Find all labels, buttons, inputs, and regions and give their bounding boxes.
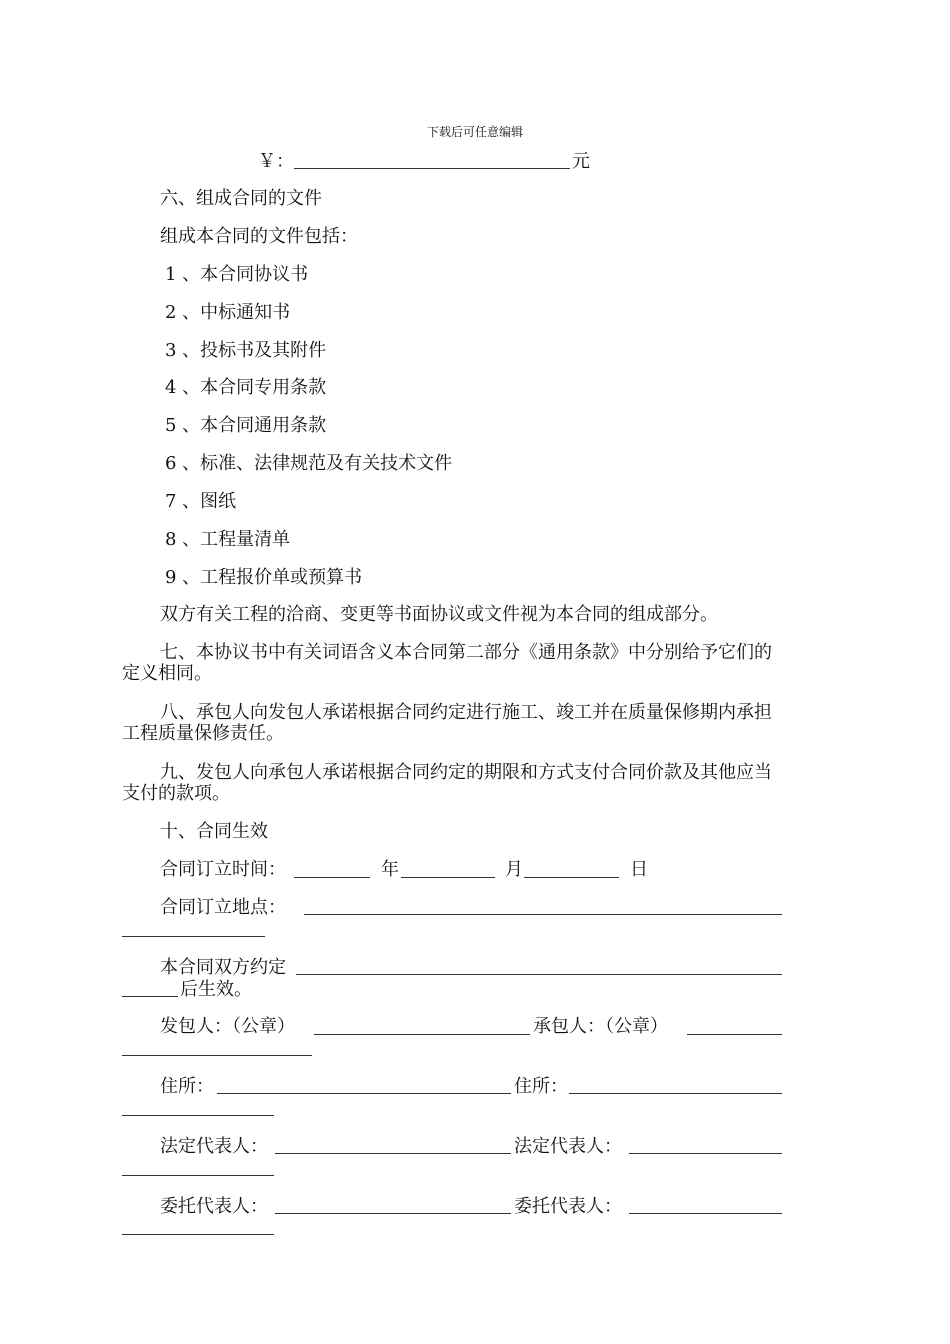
employer-legal-rep-label: 法定代表人：: [160, 1136, 268, 1157]
section9-paragraph: 九、发包人向承包人承诺根据合同约定的期限和方式支付合同价款及其他应当支付的款项。: [122, 762, 772, 804]
month-label: 月: [505, 859, 523, 880]
contractor-agent-blank-continued: [122, 1234, 274, 1235]
place-blank-continued: [122, 936, 265, 937]
list-item: 9 、工程报价单或预算书: [165, 567, 363, 588]
section7-paragraph: 七、本协议书中有关词语含义本合同第二部分《通用条款》中分别给予它们的定义相同。: [122, 642, 772, 684]
employer-agent-blank: [275, 1213, 511, 1214]
day-blank: [524, 877, 619, 878]
list-item: 6 、标准、法律规范及有关技术文件: [165, 453, 453, 474]
effect-suffix: 后生效。: [180, 979, 252, 1000]
section6-intro: 组成本合同的文件包括：: [160, 226, 358, 247]
employer-legal-rep-blank: [275, 1153, 511, 1154]
section6-title: 六、组成合同的文件: [160, 188, 322, 209]
section10-title: 十、合同生效: [160, 821, 268, 842]
contractor-address-label: 住所：: [514, 1076, 568, 1097]
list-item: 3 、投标书及其附件: [165, 340, 327, 361]
contractor-seal-blank: [687, 1034, 782, 1035]
list-item: 2 、中标通知书: [165, 302, 291, 323]
employer-agent-label: 委托代表人：: [160, 1196, 268, 1217]
contractor-legal-rep-blank: [629, 1153, 782, 1154]
section6-closing: 双方有关工程的洽商、变更等书面协议或文件视为本合同的组成部分。: [160, 604, 718, 625]
list-item: 7 、图纸: [165, 491, 237, 512]
year-blank: [294, 877, 370, 878]
list-item: 4 、本合同专用条款: [165, 377, 327, 398]
place-label: 合同订立地点：: [160, 897, 286, 918]
employer-address-blank: [217, 1093, 511, 1094]
contractor-agent-blank: [629, 1213, 782, 1214]
header-note: 下载后可任意编辑: [426, 125, 523, 139]
contractor-legal-rep-blank-continued: [122, 1175, 274, 1176]
list-item: 8 、工程量清单: [165, 529, 291, 550]
amount-unit: 元: [572, 151, 590, 172]
contractor-seal-label: 承包人：（公章）: [533, 1016, 668, 1037]
contractor-seal-blank-continued: [122, 1055, 312, 1056]
list-item: 1 、本合同协议书: [165, 264, 309, 285]
employer-address-label: 住所：: [160, 1076, 214, 1097]
amount-blank: [294, 168, 570, 169]
currency-label: ￥：: [258, 151, 294, 172]
contractor-agent-label: 委托代表人：: [514, 1196, 622, 1217]
employer-seal-blank: [314, 1034, 530, 1035]
section8-paragraph: 八、承包人向发包人承诺根据合同约定进行施工、竣工并在质量保修期内承担工程质量保修责任。: [122, 702, 772, 744]
day-label: 日: [630, 859, 648, 880]
contractor-address-blank: [569, 1093, 782, 1094]
effect-label: 本合同双方约定: [160, 957, 286, 978]
contractor-legal-rep-label: 法定代表人：: [514, 1136, 622, 1157]
month-blank: [401, 877, 495, 878]
employer-seal-label: 发包人：（公章）: [160, 1016, 295, 1037]
list-item: 5 、本合同通用条款: [165, 415, 327, 436]
effect-blank-continued: [122, 996, 178, 997]
time-label: 合同订立时间：: [160, 859, 286, 880]
contractor-address-blank-continued: [122, 1115, 274, 1116]
place-blank: [304, 914, 782, 915]
year-label: 年: [381, 859, 399, 880]
effect-blank: [296, 974, 782, 975]
